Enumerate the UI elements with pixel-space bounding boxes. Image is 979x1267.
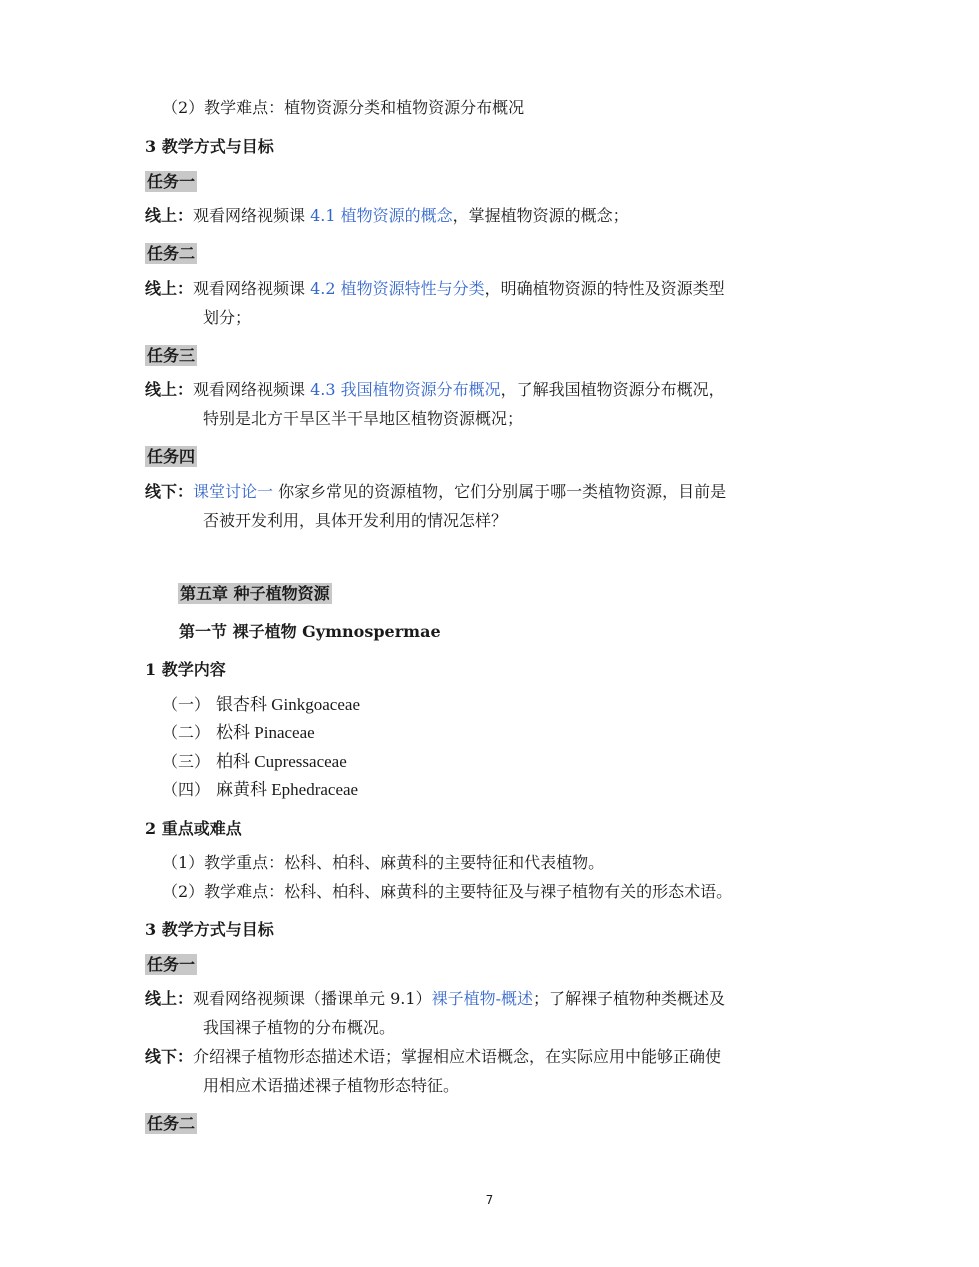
online-prefix: 线上： <box>145 279 194 298</box>
task-label: 任务一 <box>147 172 196 191</box>
family-item <box>162 751 347 773</box>
task-text: ，掌握植物资源的概念； <box>452 206 629 225</box>
family-name: 松科 Pinaceae <box>216 723 315 742</box>
family-item <box>162 779 358 801</box>
task-text: 观看网络视频课（播课单元 9.1） <box>193 989 432 1008</box>
task3-continuation: 特别是北方干旱区半干旱地区植物资源概况； <box>203 409 524 428</box>
offline-prefix: 线下： <box>145 482 194 501</box>
teaching-difficulty-line: （2）教学难点：植物资源分类和植物资源分布概况 <box>162 98 525 117</box>
gtask1-offline-continuation: 用相应术语描述裸子植物形态特征。 <box>203 1076 460 1095</box>
task1-online-line <box>145 205 629 227</box>
task-text: 观看网络视频课 <box>193 380 311 399</box>
task-text: 你家乡常见的资源植物，它们分别属于哪一类植物资源，目前是 <box>273 482 727 501</box>
content-heading: 1 教学内容 <box>145 660 226 679</box>
video-link[interactable]: 4.2 植物资源特性与分类 <box>310 279 485 298</box>
task-text: ，明确植物资源的特性及资源类型 <box>484 279 725 298</box>
family-number: （二） <box>162 723 211 742</box>
online-prefix: 线上： <box>145 206 194 225</box>
difficulty-line: （2）教学难点：松科、柏科、麻黄科的主要特征及与裸子植物有关的形态术语。 <box>162 882 733 901</box>
family-name: 麻黄科 Ephedraceae <box>216 780 359 799</box>
teaching-method-heading: 3 教学方式与目标 <box>145 920 274 939</box>
task4-continuation: 否被开发利用，具体开发利用的情况怎样？ <box>203 511 508 530</box>
teaching-method-heading: 3 教学方式与目标 <box>145 137 274 156</box>
gtask1-continuation: 我国裸子植物的分布概况。 <box>203 1018 396 1037</box>
key-point-line: （1）教学重点：松科、柏科、麻黄科的主要特征和代表植物。 <box>162 853 605 872</box>
task-label: 任务一 <box>147 955 196 974</box>
key-points-heading: 2 重点或难点 <box>145 819 242 838</box>
family-name: 柏科 Cupressaceae <box>216 752 347 771</box>
family-name: 银杏科 Ginkgoaceae <box>216 695 360 714</box>
family-item <box>162 694 360 716</box>
family-number: （四） <box>162 780 211 799</box>
task-text: 介绍裸子植物形态描述术语；掌握相应术语概念，在实际应用中能够正确使 <box>193 1047 722 1066</box>
gtask1-offline-line <box>145 1046 721 1068</box>
family-number: （一） <box>162 695 211 714</box>
video-link[interactable]: 4.1 植物资源的概念 <box>310 206 453 225</box>
task2-online-line <box>145 278 725 300</box>
task-text: ；了解裸子植物种类概述及 <box>532 989 725 1008</box>
task2-continuation: 划分； <box>203 308 252 327</box>
page-number: 7 <box>485 1193 494 1207</box>
online-prefix: 线上： <box>145 989 194 1008</box>
task-text: 观看网络视频课 <box>193 279 311 298</box>
chapter-title: 第五章 种子植物资源 <box>180 584 330 603</box>
online-prefix: 线上： <box>145 380 194 399</box>
family-item <box>162 722 315 744</box>
task4-offline-line <box>145 481 726 503</box>
task-text: ，了解我国植物资源分布概况， <box>500 380 725 399</box>
task3-online-line <box>145 379 725 401</box>
task-text: 观看网络视频课 <box>193 206 311 225</box>
task-label: 任务二 <box>147 244 196 263</box>
section-title: 第一节 裸子植物 Gymnospermae <box>179 622 441 641</box>
task-label: 任务二 <box>147 1114 196 1133</box>
task-label: 任务三 <box>147 346 196 365</box>
offline-prefix: 线下： <box>145 1047 194 1066</box>
video-link[interactable]: 4.3 我国植物资源分布概况 <box>310 380 501 399</box>
family-number: （三） <box>162 752 211 771</box>
discussion-link[interactable]: 课堂讨论一 <box>193 482 274 501</box>
video-link[interactable]: 裸子植物-概述 <box>431 989 533 1008</box>
gtask1-online-line <box>145 988 725 1010</box>
task-label: 任务四 <box>147 447 196 466</box>
